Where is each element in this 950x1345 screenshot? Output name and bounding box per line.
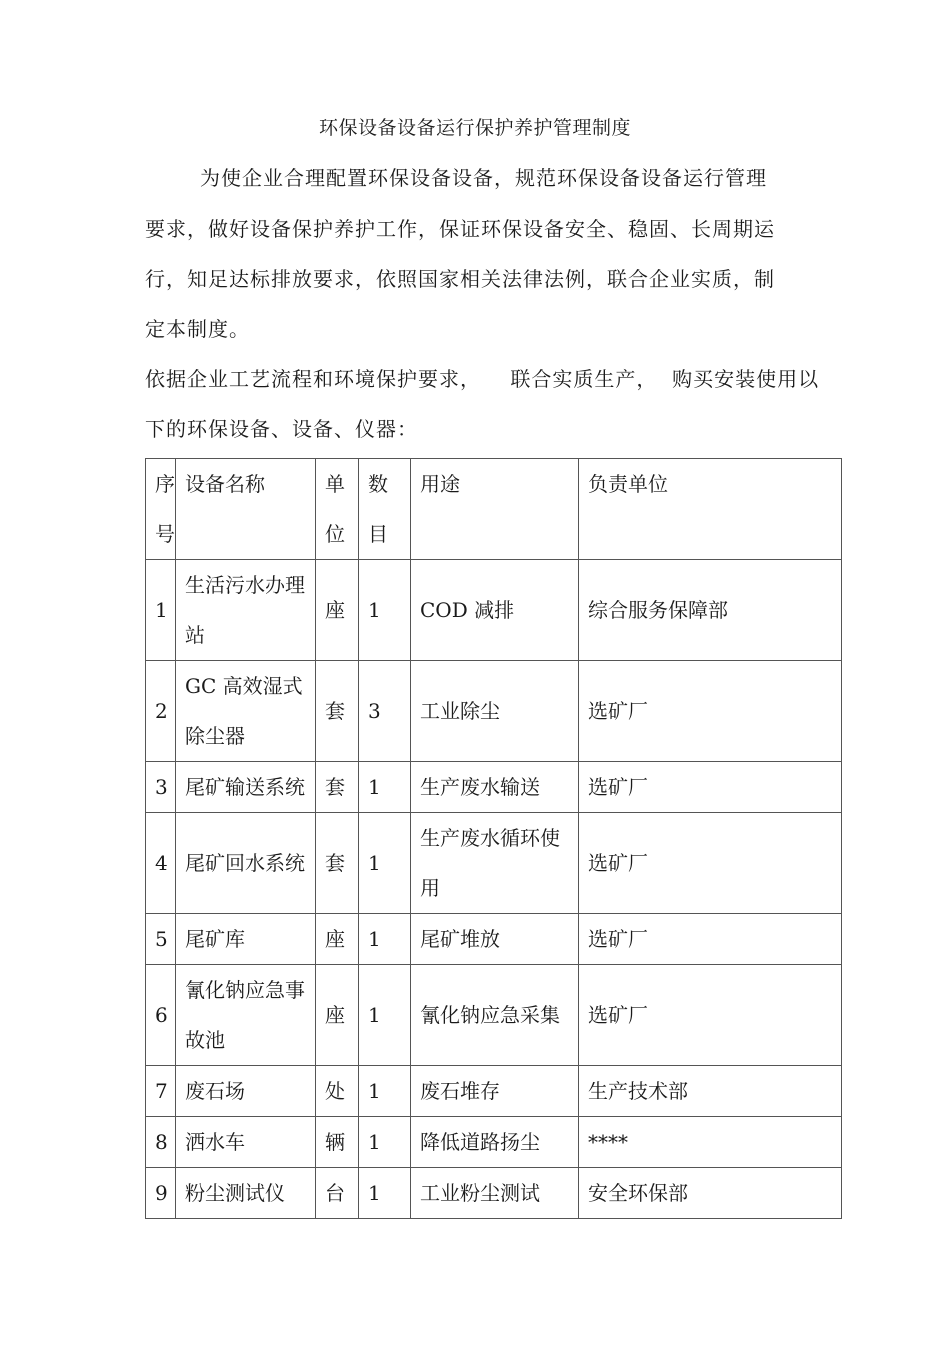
cell-quantity: 1 bbox=[359, 965, 411, 1066]
cell-purpose: 生产废水输送 bbox=[411, 762, 579, 813]
header-purpose: 用途 bbox=[411, 459, 579, 560]
header-unit: 单位 bbox=[316, 459, 359, 560]
cell-name: 生活污水办理站 bbox=[176, 560, 316, 661]
cell-department: **** bbox=[579, 1117, 842, 1168]
cell-index: 1 bbox=[146, 560, 176, 661]
cell-quantity: 1 bbox=[359, 762, 411, 813]
cell-unit: 处 bbox=[316, 1066, 359, 1117]
cell-purpose: 废石堆存 bbox=[411, 1066, 579, 1117]
cell-index: 4 bbox=[146, 813, 176, 914]
cell-purpose: 生产废水循环使用 bbox=[411, 813, 579, 914]
table-row bbox=[146, 1117, 842, 1168]
cell-name: 洒水车 bbox=[176, 1117, 316, 1168]
cell-quantity: 1 bbox=[359, 914, 411, 965]
cell-purpose: 工业除尘 bbox=[411, 661, 579, 762]
cell-quantity: 1 bbox=[359, 1117, 411, 1168]
table-row bbox=[146, 560, 842, 661]
equipment-table-body bbox=[146, 459, 842, 1219]
cell-name: 尾矿输送系统 bbox=[176, 762, 316, 813]
cell-unit: 座 bbox=[316, 965, 359, 1066]
cell-name: 氰化钠应急事故池 bbox=[176, 965, 316, 1066]
header-index: 序号 bbox=[146, 459, 176, 560]
table-row bbox=[146, 914, 842, 965]
paragraph-line: 依据企业工艺流程和环境保护要求， 联合实质生产， 购买安装使用以 bbox=[145, 367, 820, 391]
cell-unit: 套 bbox=[316, 661, 359, 762]
cell-department: 选矿厂 bbox=[579, 965, 842, 1066]
cell-department: 生产技术部 bbox=[579, 1066, 842, 1117]
paragraph-line: 为使企业合理配置环保设备设备，规范环保设备设备运行管理 bbox=[200, 166, 767, 190]
cell-name: 废石场 bbox=[176, 1066, 316, 1117]
table-row bbox=[146, 813, 842, 914]
header-name: 设备名称 bbox=[176, 459, 316, 560]
cell-index: 9 bbox=[146, 1168, 176, 1219]
cell-name: 尾矿库 bbox=[176, 914, 316, 965]
document-title: 环保设备设备运行保护养护管理制度 bbox=[318, 117, 631, 139]
cell-unit: 辆 bbox=[316, 1117, 359, 1168]
paragraph-line: 定本制度。 bbox=[145, 317, 250, 341]
paragraph-line: 下的环保设备、设备、仪器： bbox=[145, 417, 418, 441]
table-row bbox=[146, 965, 842, 1066]
equipment-table bbox=[145, 458, 842, 1219]
table-header-row bbox=[146, 459, 842, 560]
cell-quantity: 1 bbox=[359, 1168, 411, 1219]
cell-index: 5 bbox=[146, 914, 176, 965]
cell-quantity: 1 bbox=[359, 560, 411, 661]
cell-name: 尾矿回水系统 bbox=[176, 813, 316, 914]
cell-index: 3 bbox=[146, 762, 176, 813]
cell-purpose: 氰化钠应急采集 bbox=[411, 965, 579, 1066]
cell-unit: 座 bbox=[316, 560, 359, 661]
cell-unit: 套 bbox=[316, 813, 359, 914]
table-row bbox=[146, 1066, 842, 1117]
cell-department: 选矿厂 bbox=[579, 813, 842, 914]
cell-name: 粉尘测试仪 bbox=[176, 1168, 316, 1219]
header-department: 负责单位 bbox=[579, 459, 842, 560]
cell-department: 综合服务保障部 bbox=[579, 560, 842, 661]
cell-purpose: 尾矿堆放 bbox=[411, 914, 579, 965]
header-quantity: 数目 bbox=[359, 459, 411, 560]
cell-quantity: 1 bbox=[359, 813, 411, 914]
cell-index: 6 bbox=[146, 965, 176, 1066]
cell-department: 选矿厂 bbox=[579, 914, 842, 965]
cell-unit: 座 bbox=[316, 914, 359, 965]
cell-quantity: 1 bbox=[359, 1066, 411, 1117]
cell-index: 8 bbox=[146, 1117, 176, 1168]
cell-name: GC 高效湿式除尘器 bbox=[176, 661, 316, 762]
cell-unit: 套 bbox=[316, 762, 359, 813]
cell-department: 选矿厂 bbox=[579, 661, 842, 762]
paragraph-line: 要求，做好设备保护养护工作，保证环保设备安全、稳固、长周期运 bbox=[145, 217, 775, 241]
table-row bbox=[146, 762, 842, 813]
cell-department: 选矿厂 bbox=[579, 762, 842, 813]
table-row bbox=[146, 1168, 842, 1219]
cell-purpose: 工业粉尘测试 bbox=[411, 1168, 579, 1219]
table-row bbox=[146, 661, 842, 762]
cell-quantity: 3 bbox=[359, 661, 411, 762]
cell-purpose: COD 减排 bbox=[411, 560, 579, 661]
cell-index: 7 bbox=[146, 1066, 176, 1117]
cell-unit: 台 bbox=[316, 1168, 359, 1219]
paragraph-line: 行，知足达标排放要求，依照国家相关法律法例，联合企业实质，制 bbox=[145, 267, 775, 291]
cell-purpose: 降低道路扬尘 bbox=[411, 1117, 579, 1168]
cell-index: 2 bbox=[146, 661, 176, 762]
cell-department: 安全环保部 bbox=[579, 1168, 842, 1219]
